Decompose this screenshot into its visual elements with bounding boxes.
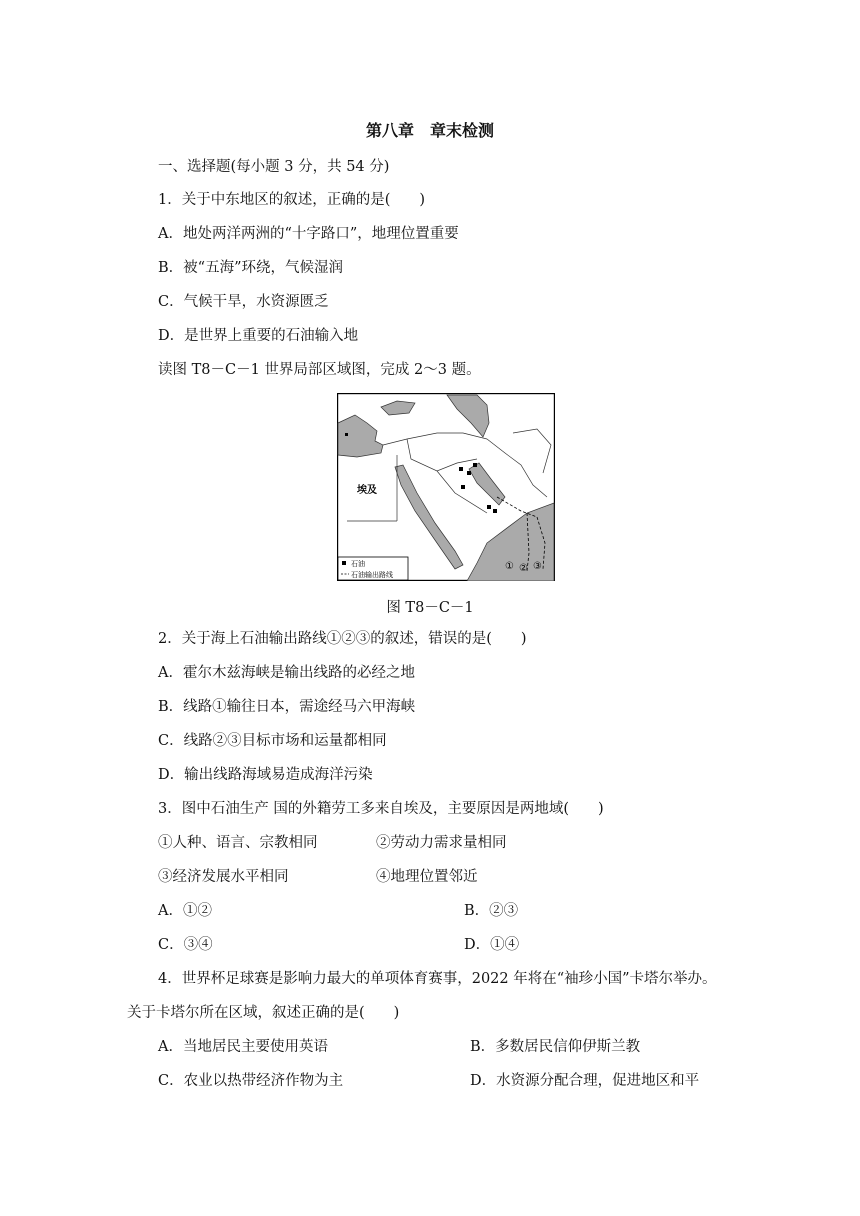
q2-option-a: A．霍尔木兹海峡是输出线路的必经之地 — [158, 665, 415, 681]
route-3-label: ③ — [533, 561, 542, 572]
q3-option-b: B．②③ — [464, 903, 519, 919]
figure-caption: 图 T8－C－1 — [386, 600, 474, 616]
route-1-label: ① — [505, 561, 514, 572]
q3-stem: 3．图中石油生产 国的外籍劳工多来自埃及，主要原因是两地域( ) — [158, 801, 604, 817]
q3-statement-1: ①人种、语言、宗教相同 — [158, 835, 318, 851]
page-title: 第八章 章末检测 — [365, 121, 494, 140]
section-heading: 一、选择题(每小题 3 分，共 54 分) — [158, 159, 390, 175]
q4-option-a: A．当地居民主要使用英语 — [158, 1039, 328, 1055]
q2-option-b: B．线路①输往日本，需途经马六甲海峡 — [158, 699, 416, 715]
q1-option-b: B．被“五海”环绕，气候湿润 — [158, 260, 343, 276]
q3-statement-2: ②劳动力需求量相同 — [376, 835, 507, 851]
route-2-label: ② — [519, 563, 528, 574]
q4-option-d: D．水资源分配合理，促进地区和平 — [470, 1073, 700, 1089]
q1-option-d: D．是世界上重要的石油输入地 — [158, 328, 359, 344]
q4-stem-line2: 关于卡塔尔所在区域，叙述正确的是( ) — [127, 1005, 400, 1021]
q2-option-c: C．线路②③目标市场和运量都相同 — [158, 733, 387, 749]
q1-option-c: C．气候干旱，水资源匮乏 — [158, 294, 329, 310]
q4-option-c: C．农业以热带经济作物为主 — [158, 1073, 344, 1089]
q1-stem: 1．关于中东地区的叙述，正确的是( ) — [158, 192, 426, 208]
q3-option-d: D．①④ — [464, 937, 520, 953]
legend-route: 石油输出路线 — [351, 571, 393, 579]
q3-statement-3: ③经济发展水平相同 — [158, 869, 289, 885]
egypt-label: 埃及 — [357, 485, 377, 496]
figure-intro: 读图 T8－C－1 世界局部区域图，完成 2～3 题。 — [158, 362, 481, 378]
q3-statement-4: ④地理位置邻近 — [376, 869, 478, 885]
q4-option-b: B．多数居民信仰伊斯兰教 — [470, 1039, 641, 1055]
q4-stem-line1: 4．世界杯足球赛是影响力最大的单项体育赛事，2022 年将在“袖珍小国”卡塔尔举办。 — [158, 971, 717, 987]
q2-option-d: D．输出线路海域易造成海洋污染 — [158, 767, 373, 783]
middle-east-map — [337, 393, 555, 581]
q2-stem: 2．关于海上石油输出路线①②③的叙述，错误的是( ) — [158, 631, 527, 647]
q1-option-a: A．地处两洋两洲的“十字路口”，地理位置重要 — [158, 226, 459, 242]
legend-oil: 石油 — [351, 560, 365, 568]
q3-option-c: C．③④ — [158, 937, 213, 953]
q3-option-a: A．①② — [158, 903, 212, 919]
